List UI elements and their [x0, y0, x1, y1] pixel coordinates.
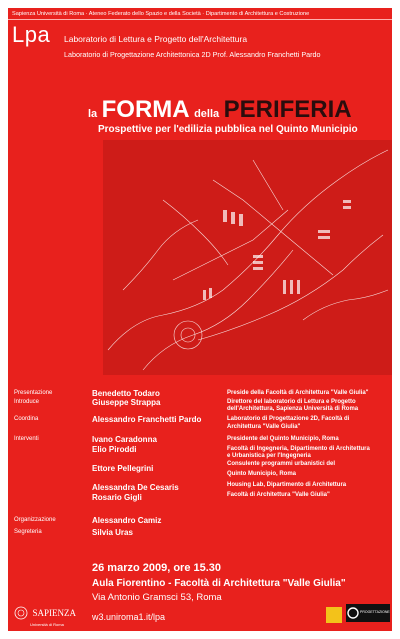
speaker-desc: Direttore del laboratorio di Lettura e Progetto: [227, 399, 356, 405]
title-della: della: [194, 108, 220, 120]
speaker-name: Alessandro Camiz: [92, 516, 162, 525]
role-label: Introduce: [14, 399, 40, 405]
speaker-name: Rosario Gigli: [92, 493, 142, 502]
speaker-desc: Facoltà di Architettura "Valle Giulia": [227, 492, 330, 498]
speaker-desc: Architettura "Valle Giulia": [227, 424, 301, 430]
lpa-logo-text: Lpa: [12, 22, 51, 47]
speaker-desc: e Urbanistica per l'Ingegneria: [227, 453, 311, 459]
speaker-name: Ettore Pellegrini: [92, 464, 154, 473]
title-forma: FORMA: [101, 96, 190, 123]
speaker-name: Ivano Caradonna: [92, 435, 157, 444]
event-venue: Aula Fiorentino - Facoltà di Architettura "Valle Giulia": [92, 578, 346, 589]
sapienza-seal-icon: [14, 606, 28, 620]
role-label: Organizzazione: [14, 517, 56, 523]
sapienza-logo-text: SAPIENZA: [32, 607, 76, 618]
speaker-name: Giuseppe Strappa: [92, 398, 161, 407]
speaker-name: Benedetto Todaro: [92, 389, 160, 398]
speaker-desc: Laboratorio di Progettazione 2D, Facoltà di: [227, 416, 350, 422]
speaker-desc: dell'Architettura, Sapienza Università di Roma: [227, 406, 359, 412]
poster: [8, 8, 392, 631]
event-address: Via Antonio Gramsci 53, Roma: [92, 592, 222, 603]
pro-logo-text: PROGETTAZIONE: [360, 610, 390, 614]
speaker-desc: Presidente del Quinto Municipio, Roma: [227, 436, 339, 442]
speaker-desc: Preside della Facoltà di Architettura "Valle Giulia": [227, 390, 369, 396]
title-periferia: PERIFERIA: [223, 96, 352, 123]
speaker-desc: Consulente programmi urbanistici del: [227, 461, 336, 467]
sapienza-logo-subtext: Università di Roma: [30, 622, 64, 627]
speaker-desc: Quinto Municipio, Roma: [227, 471, 296, 477]
sapienza-logo: [14, 604, 76, 627]
event-website[interactable]: w3.uniroma1.it/lpa: [92, 612, 166, 622]
speaker-name: Alessandra De Cesaris: [92, 483, 179, 492]
role-label: Interventi: [14, 436, 39, 442]
poster-subtitle: Prospettive per l'edilizia pubblica nel Quinto Municipio: [98, 124, 358, 135]
poster-title: [88, 96, 352, 124]
role-label: Segreteria: [14, 529, 42, 535]
lab-line-2: Laboratorio di Progettazione Architettonica 2D Prof. Alessandro Franchetti Pardo: [64, 50, 321, 59]
speaker-name: Alessandro Franchetti Pardo: [92, 415, 202, 424]
institution-strip: Sapienza Università di Roma · Ateneo Federato dello Spazio e della Società · Dipartimento di Architettura e Costruzione: [8, 8, 392, 20]
speaker-name: Silvia Uras: [92, 528, 133, 537]
speaker-desc: Facoltà di Ingegneria, Dipartimento di Architettura: [227, 446, 370, 452]
role-label: Presentazione: [14, 390, 53, 396]
title-la: la: [88, 108, 98, 120]
italia-logo: [326, 607, 342, 623]
event-date: 26 marzo 2009, ore 15.30: [92, 562, 222, 574]
speaker-name: Elio Piroddi: [92, 445, 137, 454]
pro-mark-icon: [347, 607, 359, 619]
urban-map-image: [103, 140, 392, 375]
progettazione-logo: [346, 604, 390, 622]
lab-line-1: Laboratorio di Lettura e Progetto dell'Architettura: [64, 34, 248, 44]
speaker-desc: Housing Lab, Dipartimento di Architettura: [227, 482, 347, 488]
role-label: Coordina: [14, 416, 39, 422]
